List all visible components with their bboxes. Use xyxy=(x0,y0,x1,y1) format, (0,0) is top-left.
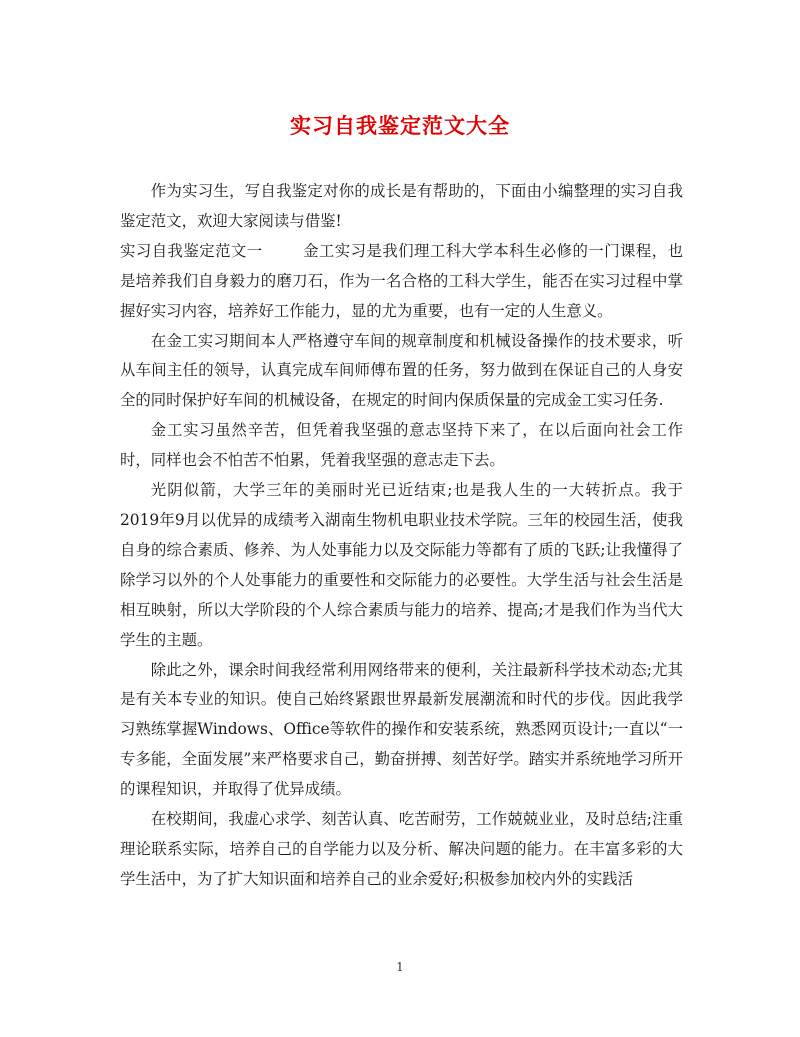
intro-paragraph: 作为实习生，写自我鉴定对你的成长是有帮助的，下面由小编整理的实习自我鉴定范文，欢迎大家阅读与借鉴! xyxy=(120,182,683,230)
page-number: 1 xyxy=(396,960,404,974)
body-paragraph: 在校期间，我虚心求学、刻苦认真、吃苦耐劳，工作兢兢业业，及时总结;注重理论联系实际，培养自己的自学能力以及分析、解决问题的能力。在丰富多彩的大学生活中，为了扩大知识面和培养自己的业余爱好;积极参加校内外的实践活 xyxy=(120,810,683,888)
document-title: 实习自我鉴定范文大全 xyxy=(290,113,510,138)
section-label: 实习自我鉴定范文一 xyxy=(120,241,263,260)
section-paragraph xyxy=(120,237,683,327)
document-body xyxy=(120,177,683,895)
body-paragraph: 金工实习虽然辛苦，但凭着我坚强的意志坚持下来了，在以后面向社会工作时，同样也会不怕苦不怕累，凭着我坚强的意志走下去。 xyxy=(120,421,683,470)
section-first-text: 金工实习是我们理工科大学本科生必修的一门课程，也是培养我们自身毅力的磨刀石，作为一名合格的工科大学生，能否在实习过程中掌握好实习内容，培养好工作能力，显的尤为重要，也有一定的人生意义。 xyxy=(120,241,683,320)
body-paragraph: 除此之外，课余时间我经常利用网络带来的便利，关注最新科学技术动态;尤其是有关本专业的知识。使自己始终紧跟世界最新发展潮流和时代的步伐。因此我学习熟练掌握Windows、Office等软件的操作和安装系统，熟悉网页设计;一直以“一专多能，全面发展”来严格要求自己，勤奋拼搏、刻苦好学。踏实并系统地学习所开的课程知识，并取得了优异成绩。 xyxy=(120,660,683,799)
body-paragraph: 光阴似箭，大学三年的美丽时光已近结束;也是我人生的一大转折点。我于2019年9月以优异的成绩考入湖南生物机电职业技术学院。三年的校园生活，使我自身的综合素质、修养、为人处事能力以及交际能力等都有了质的飞跃;让我懂得了除学习以外的个人处事能力的重要性和交际能力的必要性。大学生活与社会生活是相互映射，所以大学阶段的个人综合素质与能力的培养、提高;才是我们作为当代大学生的主题。 xyxy=(120,481,683,649)
body-paragraph: 在金工实习期间本人严格遵守车间的规章制度和机械设备操作的技术要求，听从车间主任的领导，认真完成车间师傅布置的任务，努力做到在保证自己的人身安全的同时保护好车间的机械设备，在规定的时间内保质保量的完成金工实习任务. xyxy=(120,331,683,410)
